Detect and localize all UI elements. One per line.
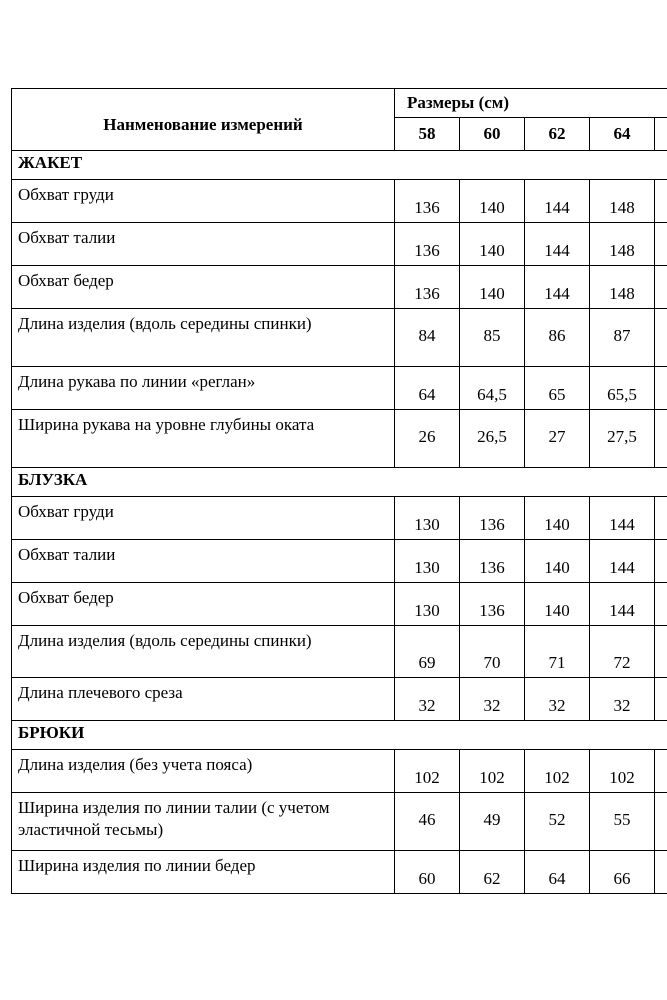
section-row [12, 721, 667, 750]
measurement-name: Обхват талии [12, 540, 395, 583]
size-value: 144 [525, 223, 590, 266]
table-row [12, 410, 667, 468]
size-value: 64 [525, 851, 590, 894]
section-title: ЖАКЕТ [12, 151, 667, 180]
size-value-cut [655, 410, 667, 468]
table-row [12, 540, 667, 583]
size-value: 136 [395, 223, 460, 266]
size-value: 62 [460, 851, 525, 894]
size-value: 71 [525, 626, 590, 678]
section-title: БРЮКИ [12, 721, 667, 750]
measurement-name: Длина изделия (вдоль середины спинки) [12, 309, 395, 367]
table-body [12, 151, 667, 894]
size-value-cut [655, 309, 667, 367]
section-row [12, 151, 667, 180]
size-value: 136 [460, 497, 525, 540]
table-row [12, 851, 667, 894]
section-row [12, 468, 667, 497]
size-value: 144 [590, 583, 655, 626]
measurement-name: Обхват груди [12, 180, 395, 223]
size-value: 32 [395, 678, 460, 721]
measurement-name: Обхват талии [12, 223, 395, 266]
size-value-cut [655, 793, 667, 851]
size-value: 66 [590, 851, 655, 894]
size-value: 136 [460, 540, 525, 583]
size-table [11, 88, 667, 894]
size-value: 64,5 [460, 367, 525, 410]
size-value: 130 [395, 583, 460, 626]
table-row [12, 180, 667, 223]
size-value: 65,5 [590, 367, 655, 410]
size-value: 46 [395, 793, 460, 851]
size-value: 130 [395, 497, 460, 540]
measurement-name: Ширина изделия по линии талии (с учетом эластичной тесьмы) [12, 793, 395, 851]
measurement-name: Ширина изделия по линии бедер [12, 851, 395, 894]
size-value: 27 [525, 410, 590, 468]
size-value: 140 [525, 583, 590, 626]
size-value: 140 [525, 540, 590, 583]
size-value: 49 [460, 793, 525, 851]
size-value-cut [655, 540, 667, 583]
size-header-58: 58 [395, 118, 460, 151]
size-value: 52 [525, 793, 590, 851]
size-value: 65 [525, 367, 590, 410]
table-row [12, 793, 667, 851]
size-value: 136 [395, 180, 460, 223]
size-value: 60 [395, 851, 460, 894]
size-value-cut [655, 851, 667, 894]
size-value: 72 [590, 626, 655, 678]
size-value: 144 [525, 266, 590, 309]
size-value: 140 [460, 266, 525, 309]
size-value: 136 [395, 266, 460, 309]
size-value-cut [655, 583, 667, 626]
table-row [12, 750, 667, 793]
table-row [12, 309, 667, 367]
size-value: 85 [460, 309, 525, 367]
table-row [12, 678, 667, 721]
size-value: 32 [590, 678, 655, 721]
size-value-cut [655, 223, 667, 266]
sizes-header: Размеры (см) [395, 89, 667, 118]
size-value: 102 [460, 750, 525, 793]
size-value: 102 [525, 750, 590, 793]
table-row [12, 626, 667, 678]
size-value: 32 [525, 678, 590, 721]
size-value: 144 [590, 540, 655, 583]
measurement-name: Обхват груди [12, 497, 395, 540]
size-value: 55 [590, 793, 655, 851]
size-value: 148 [590, 223, 655, 266]
size-value-cut [655, 678, 667, 721]
size-value: 102 [590, 750, 655, 793]
size-value: 140 [525, 497, 590, 540]
size-value: 148 [590, 180, 655, 223]
size-value: 26 [395, 410, 460, 468]
table-row [12, 223, 667, 266]
size-value: 144 [525, 180, 590, 223]
size-value: 70 [460, 626, 525, 678]
table-row [12, 367, 667, 410]
measurement-name: Длина изделия (вдоль середины спинки) [12, 626, 395, 678]
size-value: 27,5 [590, 410, 655, 468]
size-value: 84 [395, 309, 460, 367]
size-header-60: 60 [460, 118, 525, 151]
size-value-cut [655, 626, 667, 678]
size-value: 140 [460, 180, 525, 223]
size-value: 102 [395, 750, 460, 793]
size-value-cut [655, 180, 667, 223]
size-header-62: 62 [525, 118, 590, 151]
size-header-64: 64 [590, 118, 655, 151]
table-row [12, 266, 667, 309]
table-row [12, 497, 667, 540]
measurement-name: Длина рукава по линии «реглан» [12, 367, 395, 410]
measurement-name: Обхват бедер [12, 583, 395, 626]
size-header-cut [655, 118, 667, 151]
size-value-cut [655, 497, 667, 540]
measurement-name-header: Нанменование измерений [12, 89, 395, 151]
size-value: 32 [460, 678, 525, 721]
section-title: БЛУЗКА [12, 468, 667, 497]
size-value-cut [655, 750, 667, 793]
table-row [12, 583, 667, 626]
size-value: 87 [590, 309, 655, 367]
size-value: 130 [395, 540, 460, 583]
size-value: 136 [460, 583, 525, 626]
size-value-cut [655, 266, 667, 309]
size-value: 140 [460, 223, 525, 266]
measurement-name: Ширина рукава на уровне глубины оката [12, 410, 395, 468]
size-value: 144 [590, 497, 655, 540]
size-value: 26,5 [460, 410, 525, 468]
size-value-cut [655, 367, 667, 410]
size-value: 86 [525, 309, 590, 367]
size-value: 69 [395, 626, 460, 678]
measurement-name: Длина плечевого среза [12, 678, 395, 721]
measurement-name: Длина изделия (без учета пояса) [12, 750, 395, 793]
measurement-name: Обхват бедер [12, 266, 395, 309]
size-chart-sheet [11, 88, 667, 894]
size-value: 64 [395, 367, 460, 410]
size-value: 148 [590, 266, 655, 309]
